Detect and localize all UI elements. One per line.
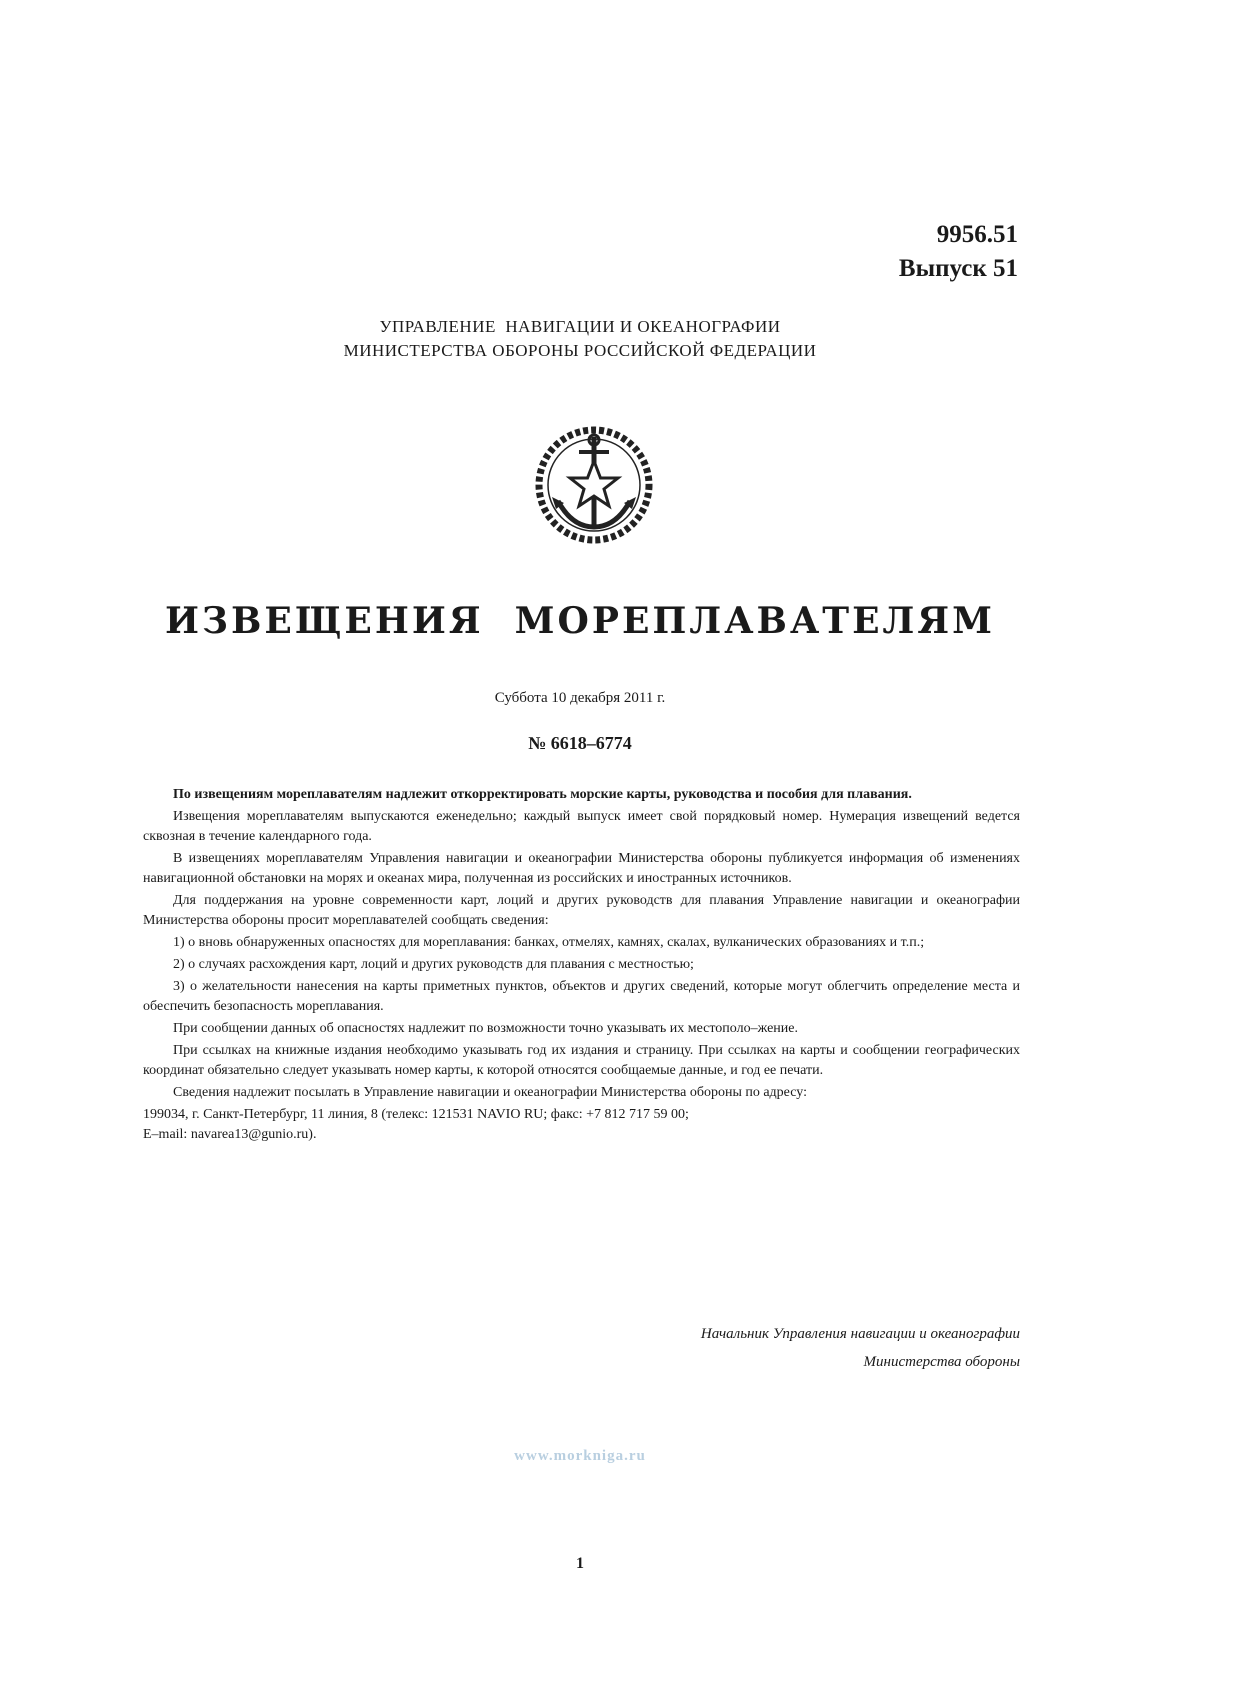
agency-line-2: МИНИСТЕРСТВА ОБОРОНЫ РОССИЙСКОЙ ФЕДЕРАЦИИ: [343, 341, 817, 360]
watermark: www.morkniga.ru: [514, 1448, 646, 1464]
paragraph: При ссылках на книжные издания необходимо указывать год их издания и страницу. При ссылках на карты и сообщении географических координат обязательно следует указывать номер карты, к которой относятся сообщаемые данные, и год ее печати.: [143, 1043, 1020, 1078]
page-number: 1: [576, 1555, 584, 1572]
document-code: 9956.51: [936, 221, 1018, 248]
body-text: [143, 785, 1020, 1145]
signature-line-1: Начальник Управления навигации и океанографии: [700, 1326, 1020, 1342]
intro-paragraph: По извещениям мореплавателям надлежит откорректировать морские карты, руководства и пособия для плавания.: [173, 787, 912, 802]
email-address: E–mail: navarea13@gunio.ru).: [143, 1127, 317, 1142]
paragraph: Извещения мореплавателям выпускаются еженедельно; каждый выпуск имеет свой порядковый номер. Нумерация извещений ведется сквозная в течение календарного года.: [143, 809, 1020, 844]
signature-line-2: Министерства обороны: [863, 1354, 1020, 1370]
document-title: ИЗВЕЩЕНИЯ МОРЕПЛАВАТЕЛЯМ: [165, 600, 995, 642]
paragraph: В извещениях мореплавателям Управления навигации и океанографии Министерства обороны публикуется информация об изменениях навигационной обстановки на морях и океанах мира, полученная из российских и иностранных источников.: [143, 851, 1020, 886]
list-item: 3) о желательности нанесения на карты приметных пунктов, объектов и других сведений, которые могут облегчить определение места и обеспечить безопасность мореплавания.: [143, 979, 1020, 1014]
notice-number-range: № 6618–6774: [528, 733, 632, 753]
paragraph: Сведения надлежит посылать в Управление навигации и океанографии Министерства обороны по адресу:: [173, 1085, 807, 1100]
agency-name: [0, 315, 1160, 363]
issue-date: Суббота 10 декабря 2011 г.: [494, 690, 666, 706]
issue-number: Выпуск 51: [898, 255, 1018, 282]
postal-address: 199034, г. Санкт-Петербург, 11 линия, 8 (телекс: 121531 NAVIO RU; факс: +7 812 717 59 00;: [143, 1107, 689, 1122]
document-header: [899, 218, 1018, 286]
anchor-star-chain-emblem-icon: [532, 423, 656, 547]
paragraph: При сообщении данных об опасностях надлежит по возможности точно указывать их местополо–жение.: [173, 1021, 798, 1036]
paragraph: Для поддержания на уровне современности карт, лоций и других руководств для плавания Управление навигации и океанографии Министерства обороны просит мореплавателей сообщать сведения:: [143, 893, 1020, 928]
signature-block: [701, 1320, 1020, 1376]
agency-line-1: УПРАВЛЕНИЕ НАВИГАЦИИ И ОКЕАНОГРАФИИ: [379, 317, 781, 336]
list-item: 1) о вновь обнаруженных опасностях для мореплавания: банках, отмелях, камнях, скалах, вулканических образованиях и т.п.;: [173, 935, 925, 950]
list-item: 2) о случаях расхождения карт, лоций и других руководств для плавания с местностью;: [173, 957, 694, 972]
